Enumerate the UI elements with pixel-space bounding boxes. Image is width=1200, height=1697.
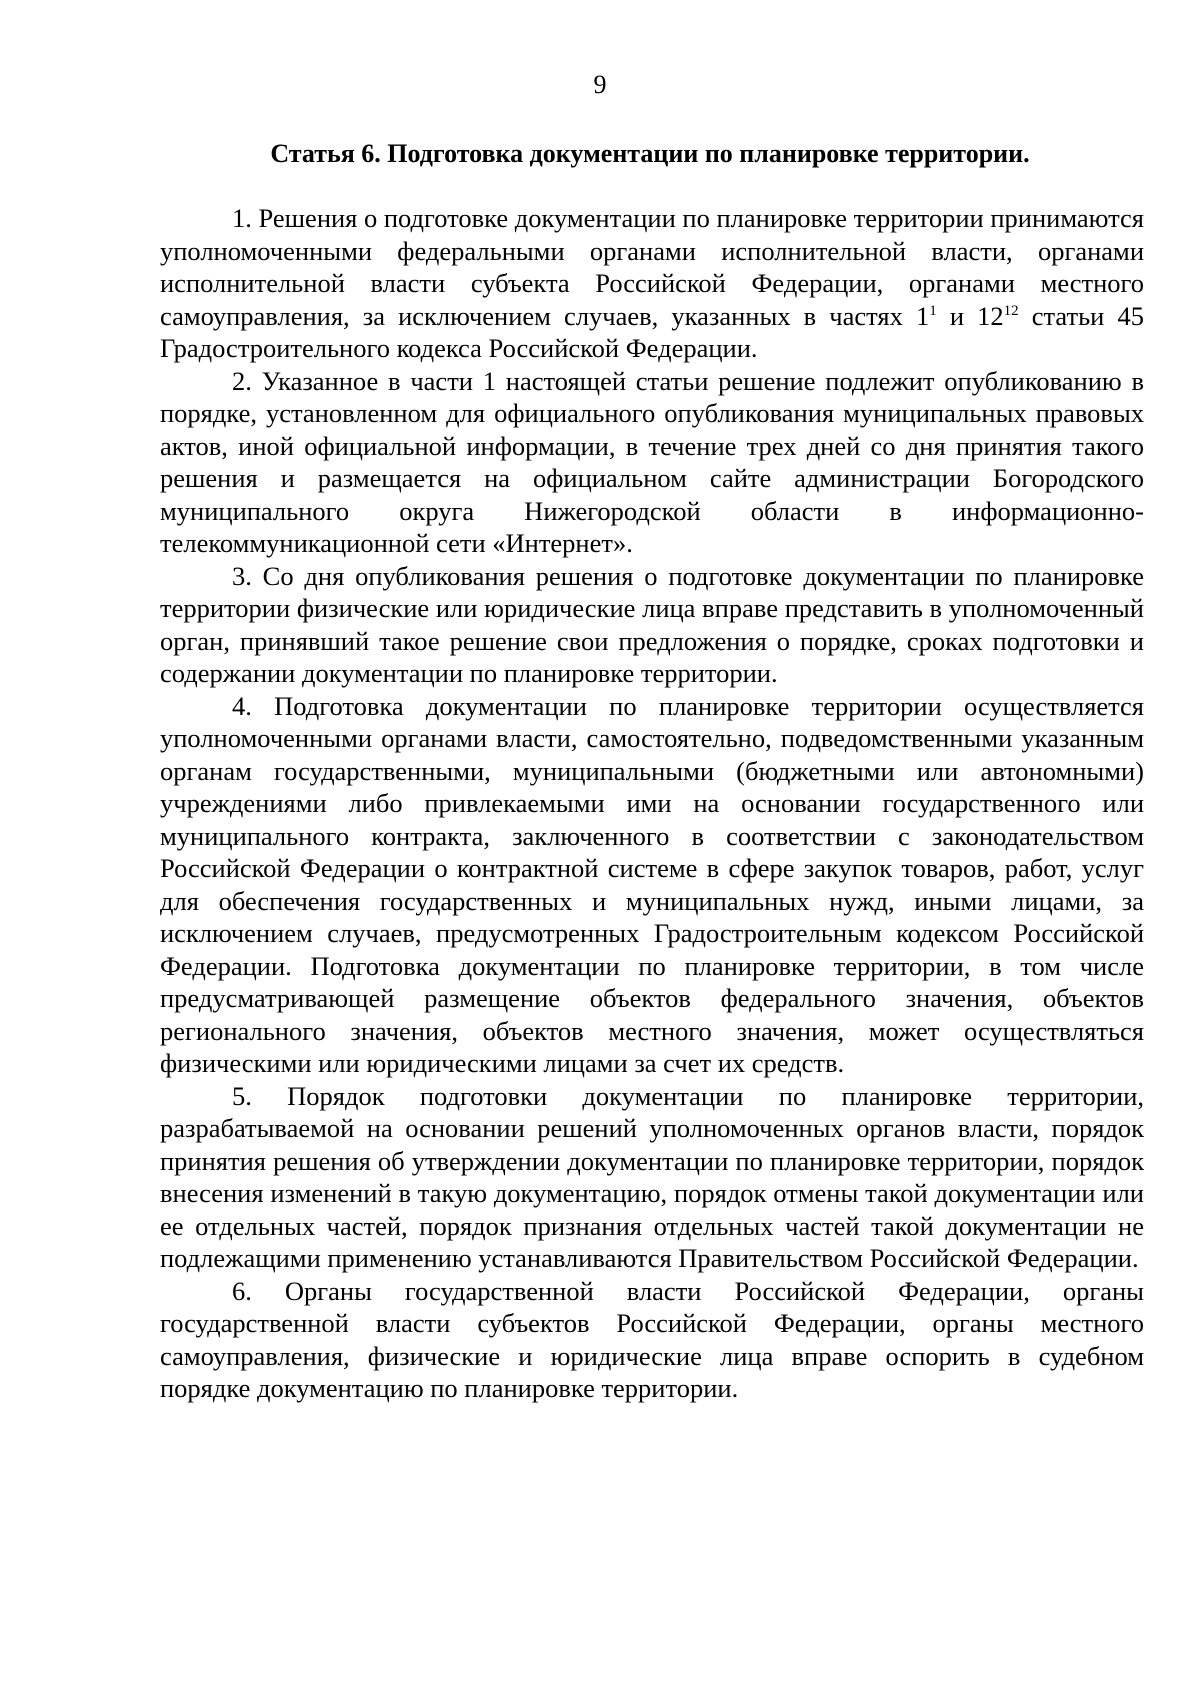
paragraph-4: 4. Подготовка документации по планировке территории осуществляется уполномоченными органами власти, самостоятельно, подведомственными указанным органам государственными, муниципальными (бюджетными или автономными) учреждениями либо привлекаемыми ими на основании государственного или муниципального контракта, заключенного в соответствии с законодательством Российской Федерации о контрактной системе в сфере закупок товаров, работ, услуг для обеспечения государственных и муниципальных нужд, иными лицами, за исключением случаев, предусмотренных Градостроительным кодексом Российской Федерации. Подготовка документации по планировке территории, в том числе предусматривающей размещение объектов федерального значения, объектов регионального значения, объектов местного значения, может осуществляться физическими или юридическими лицами за счет их средств. bbox=[160, 690, 1144, 1078]
paragraph-1 bbox=[160, 202, 1144, 365]
paragraph-5: 5. Порядок подготовки документации по планировке территории, разрабатываемой на основании решений уполномоченных органов власти, порядок принятия решения об утверждении документации по планировке территории, порядок внесения изменений в такую документацию, порядок отмены такой документации или ее отдельных частей, порядок признания отдельных частей такой документации не подлежащими применению устанавливаются Правительством Российской Федерации. bbox=[160, 1080, 1144, 1273]
paragraph-1-text: 1. Решения о подготовке документации по планировке территории принимаются уполномоченными федеральными органами исполнительной власти, органами исполнительной власти субъекта Российской Федерации, органами местного самоуправления, за исключением случаев, указанных в частях bbox=[160, 203, 1144, 331]
reference-superscript-1: 1 bbox=[929, 302, 937, 319]
reference-joiner: и bbox=[936, 300, 978, 331]
reference-part-1: 1 bbox=[915, 300, 930, 331]
paragraph-1-tail: статьи 45 Градостроительного кодекса Российской Федерации. bbox=[160, 300, 1144, 363]
page-number: 9 bbox=[593, 70, 607, 99]
article-title: Статья 6. Подготовка документации по планировке территории. bbox=[270, 139, 1030, 168]
reference-part-12: 12 bbox=[977, 300, 1004, 331]
reference-superscript-12: 12 bbox=[1003, 302, 1019, 319]
paragraph-3: 3. Со дня опубликования решения о подготовке документации по планировке территории физические или юридические лица вправе представить в уполномоченный орган, принявший такое решение свои предложения о порядке, сроках подготовки и содержании документации по планировке территории. bbox=[160, 560, 1144, 688]
article-body bbox=[160, 202, 1144, 1405]
paragraph-2: 2. Указанное в части 1 настоящей статьи решение подлежит опубликованию в порядке, установленном для официального опубликования муниципальных правовых актов, иной официальной информации, в течение трех дней со дня принятия такого решения и размещается на официальном сайте администрации Богородского муниципального округа Нижегородской области в информационно-телекоммуникационной сети «Интернет». bbox=[160, 365, 1144, 558]
paragraph-6: 6. Органы государственной власти Российской Федерации, органы государственной власти субъектов Российской Федерации, органы местного самоуправления, физические и юридические лица вправе оспорить в судебном порядке документацию по планировке территории. bbox=[160, 1275, 1144, 1403]
